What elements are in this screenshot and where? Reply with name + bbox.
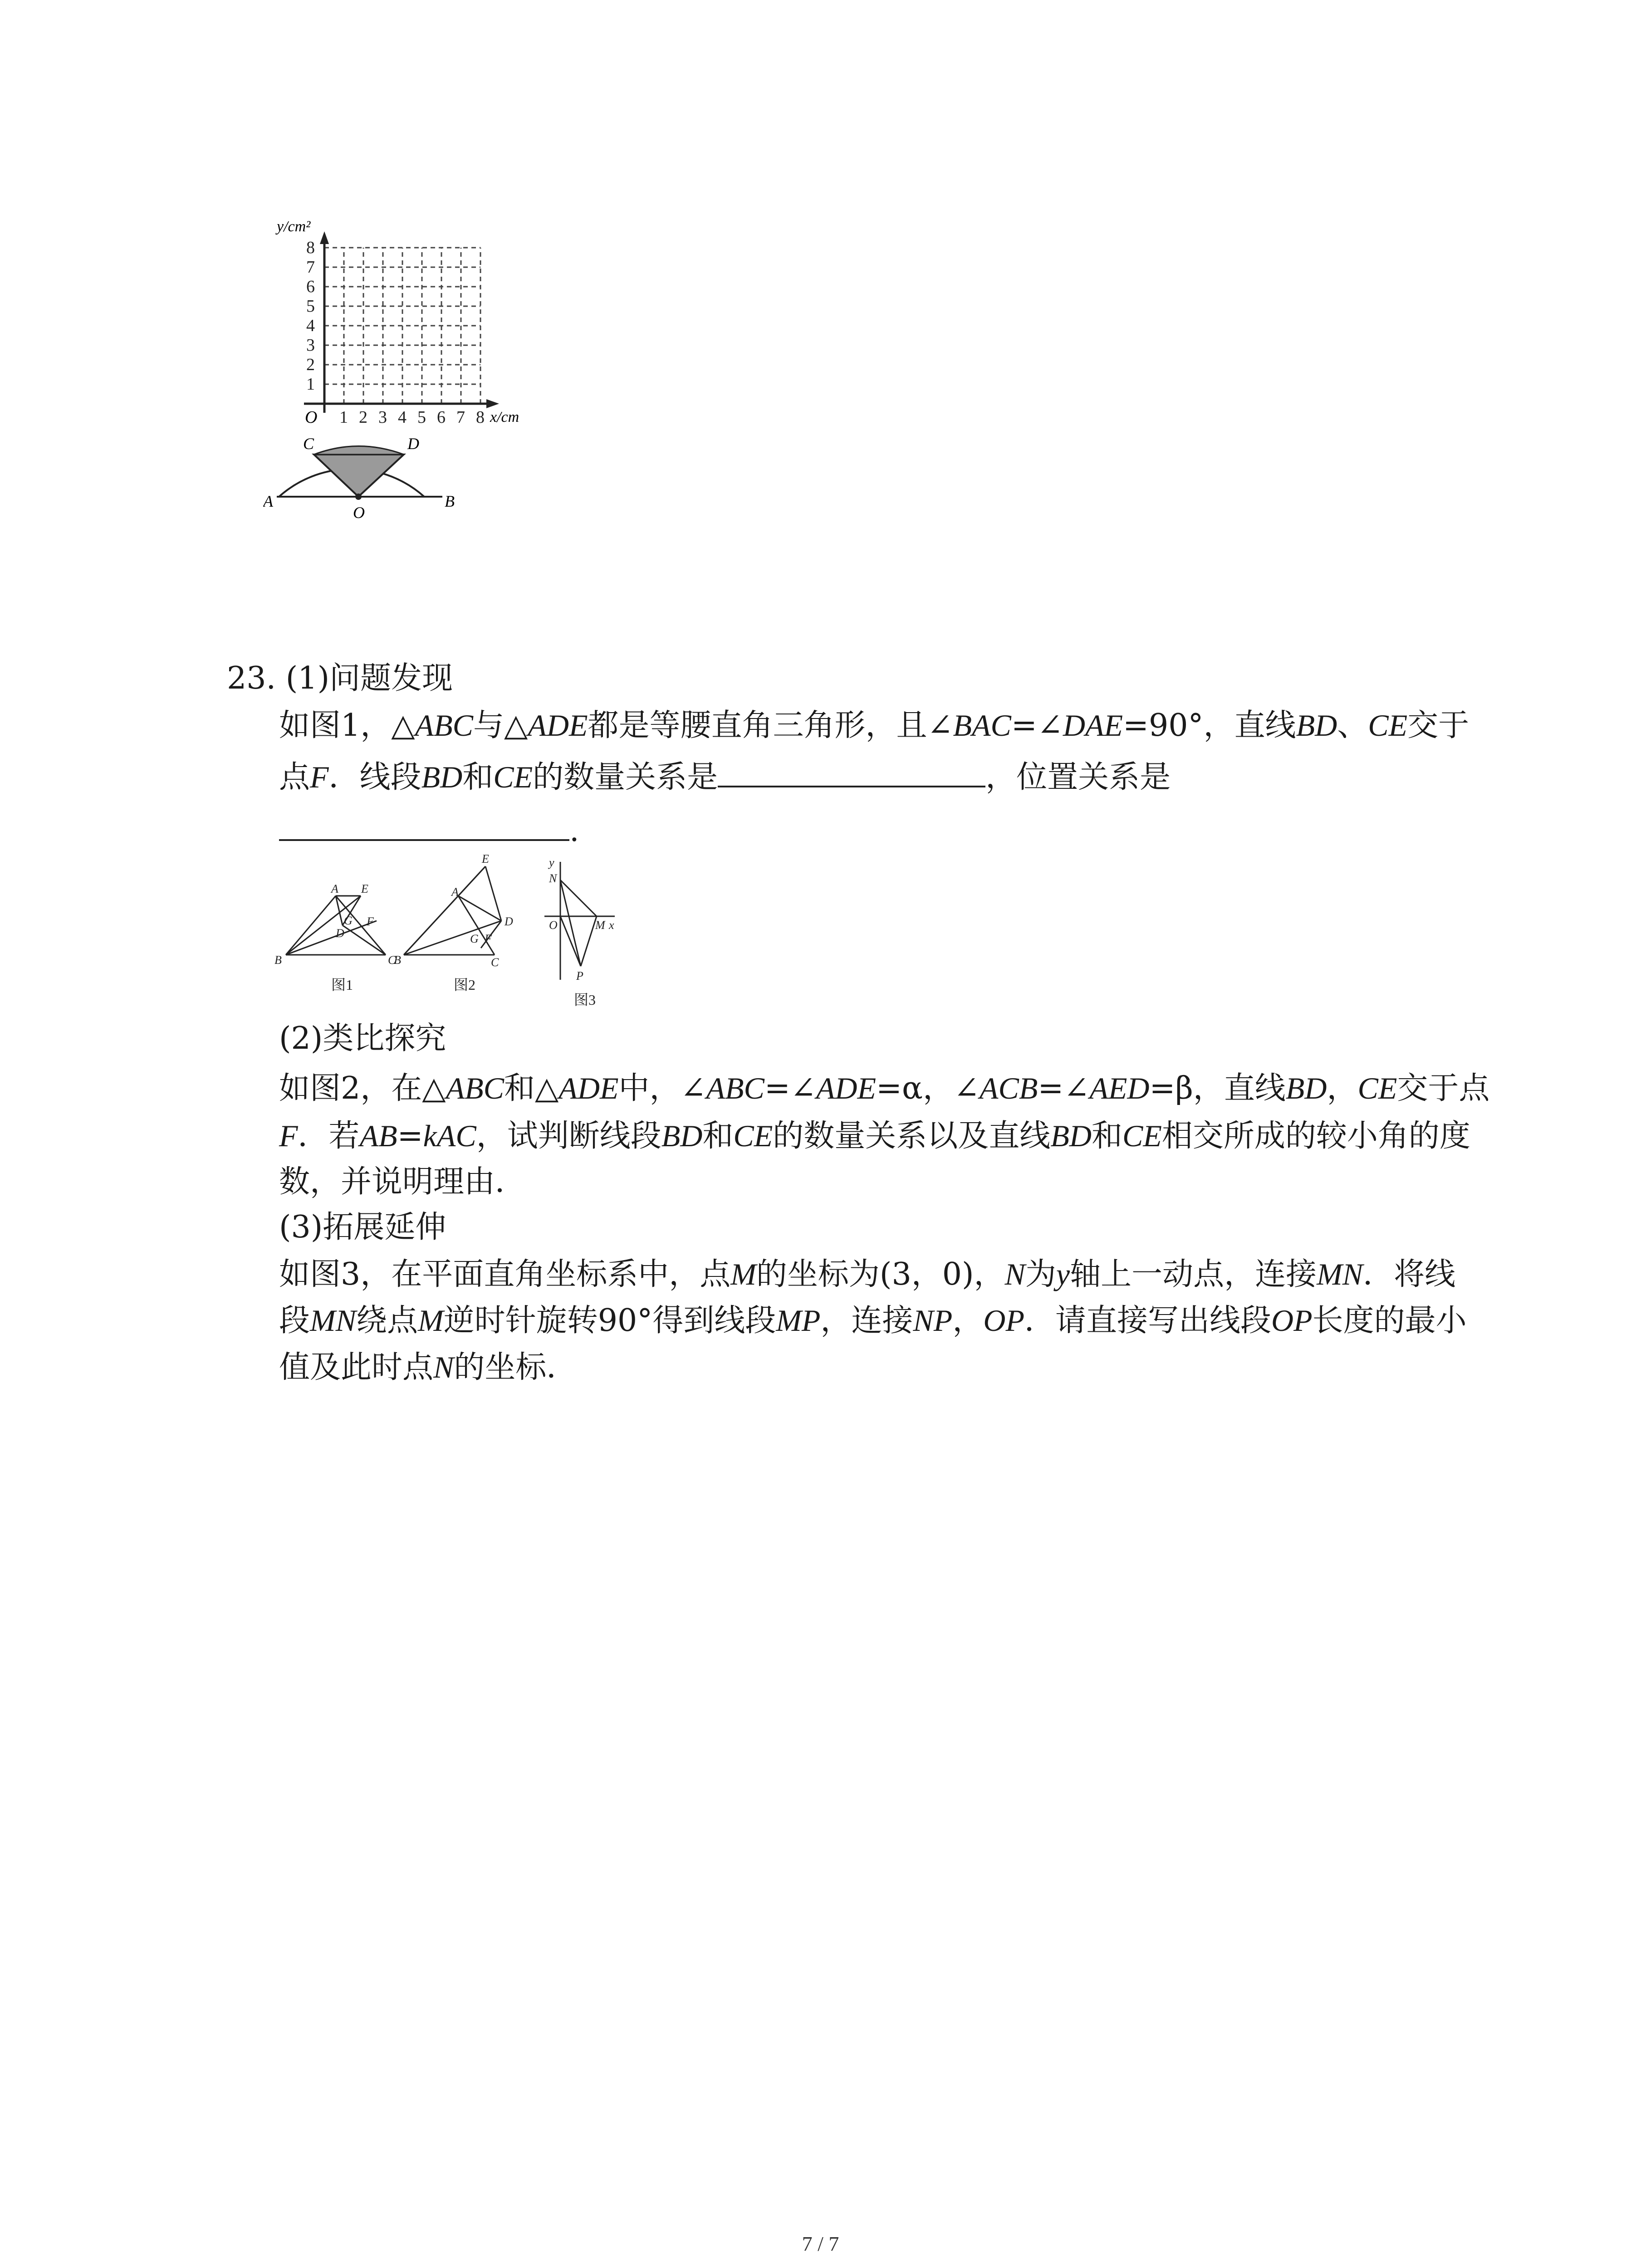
q23-part1-line1 (279, 710, 1469, 741)
page-number: 7 / 7 (802, 2232, 839, 2255)
text: 逆时针旋转90°得到线段 (443, 1303, 776, 1339)
x-tick-label: 6 (437, 408, 446, 427)
svg-text:F: F (485, 932, 492, 945)
answer-blank-quantity[interactable] (718, 758, 985, 787)
part1-title: (1)问题发现 (285, 660, 453, 696)
center-point-o (355, 494, 362, 500)
text: 的数量关系以及直线 (773, 1118, 1051, 1154)
text: 长度的最小 (1312, 1303, 1467, 1339)
point-label-d: D (407, 435, 419, 453)
math: ADE (816, 1071, 877, 1105)
text: =∠ (1011, 708, 1063, 743)
y-tick-label: 2 (306, 355, 315, 374)
text: ．请直接写出线段 (1024, 1303, 1272, 1339)
math: kAC (423, 1119, 476, 1153)
math: OP (1271, 1303, 1313, 1338)
math: ACB (979, 1071, 1038, 1105)
text: 段 (279, 1303, 310, 1339)
figure-1-caption: 图1 (331, 977, 353, 993)
math: F (310, 760, 329, 794)
area-graph-figure (263, 213, 554, 522)
text: =∠ (1038, 1070, 1090, 1106)
text: 和△ (504, 1070, 559, 1106)
text: 的数量关系是 (533, 759, 718, 795)
text: 都是等腰直角三角形，且∠ (588, 708, 953, 743)
text: 的坐标． (454, 1349, 578, 1385)
text: ．将线 (1363, 1256, 1456, 1292)
math: ABC (415, 708, 473, 743)
y-axis-label: y/cm² (277, 218, 311, 235)
svg-text:O: O (549, 919, 558, 932)
y-tick-label: 3 (306, 336, 315, 355)
svg-text:B: B (274, 953, 282, 967)
svg-text:G: G (470, 932, 479, 945)
x-tick-label: 7 (456, 408, 465, 427)
math: CE (1122, 1119, 1162, 1153)
x-tick-label: 2 (359, 408, 367, 427)
text: 如图2，在△ (279, 1070, 446, 1106)
q23-part1-line3 (279, 812, 579, 849)
text: 的坐标为(3，0)， (756, 1256, 1005, 1292)
text: 如图1，△ (279, 708, 415, 743)
text: =∠ (764, 1070, 816, 1106)
math: BD (1296, 708, 1337, 743)
semicircle-figure (263, 435, 455, 522)
math: CE (1368, 708, 1408, 743)
svg-text:x: x (609, 919, 614, 932)
q23-part3-line3 (279, 1349, 578, 1385)
text: 和 (1091, 1118, 1122, 1154)
math: AB (359, 1119, 397, 1153)
math: ADE (528, 708, 588, 743)
math: MP (776, 1303, 821, 1338)
text: ， (952, 1303, 984, 1339)
x-tick-label: 3 (378, 408, 387, 427)
text: =α，∠ (876, 1070, 980, 1106)
question-number: 23. (227, 660, 276, 696)
svg-text:E: E (482, 853, 489, 865)
q23-part3-line2 (279, 1303, 1467, 1339)
x-tick-label: 5 (417, 408, 426, 427)
y-tick-label: 1 (306, 375, 315, 394)
y-tick-label: 4 (306, 316, 315, 335)
text: 点 (279, 759, 310, 795)
q23-part1-title (227, 660, 453, 696)
math: AED (1089, 1071, 1150, 1105)
point-label-o: O (353, 503, 365, 522)
x-axis-label: x/cm (490, 409, 519, 425)
svg-text:E: E (361, 882, 368, 895)
text: 轴上一动点，连接 (1070, 1256, 1317, 1292)
svg-text:D: D (505, 915, 513, 928)
part2-title: (2)类比探究 (279, 1021, 446, 1056)
text: =β，直线 (1149, 1070, 1286, 1106)
text: 交于 (1407, 708, 1470, 743)
y-tick-label: 7 (306, 258, 315, 277)
svg-text:M: M (595, 919, 605, 932)
y-tick-label: 5 (306, 297, 315, 316)
math: y (1056, 1257, 1070, 1291)
q23-part2-line2 (279, 1120, 1470, 1152)
svg-text:A: A (451, 885, 459, 899)
svg-text:B: B (394, 953, 401, 967)
math: BD (661, 1119, 703, 1153)
text: 和 (702, 1118, 734, 1154)
math: N (1004, 1257, 1025, 1291)
math: M (730, 1257, 756, 1291)
svg-text:y: y (549, 856, 554, 869)
math: DAE (1063, 708, 1123, 743)
svg-text:C: C (491, 956, 499, 969)
text: 和 (462, 759, 494, 795)
svg-text:F: F (367, 915, 374, 928)
q23-part1-line2 (279, 758, 1171, 793)
origin-label: O (305, 408, 318, 427)
text: ， (1327, 1070, 1358, 1106)
text: = (397, 1118, 423, 1154)
y-tick-label: 8 (306, 238, 315, 257)
text: ，位置关系是 (985, 759, 1171, 795)
shaded-cap (314, 446, 404, 455)
math: BAC (953, 708, 1011, 743)
x-tick-label: 1 (339, 408, 348, 427)
text: 如图3，在平面直角坐标系中，点 (279, 1256, 731, 1292)
math: BD (1285, 1071, 1327, 1105)
figure-1-labels (274, 882, 396, 967)
x-tick-label: 8 (476, 408, 485, 427)
q23-part2-title (279, 1023, 446, 1054)
figure-2-caption: 图2 (454, 977, 476, 993)
x-tick-labels (339, 408, 485, 427)
q23-part2-line1 (279, 1070, 1490, 1106)
svg-text:D: D (336, 927, 344, 940)
q23-part3-line1 (279, 1256, 1456, 1292)
math: ABC (706, 1071, 764, 1105)
math: F (279, 1119, 298, 1153)
svg-text:A: A (331, 882, 338, 895)
text: 绕点 (356, 1303, 418, 1339)
part3-title: (3)拓展延伸 (279, 1209, 446, 1245)
svg-text:N: N (549, 872, 557, 885)
text: ．若 (298, 1118, 360, 1154)
text: 、 (1337, 708, 1368, 743)
q23-part3-title (279, 1209, 446, 1245)
text: 交于点 (1397, 1070, 1490, 1106)
math: CE (733, 1119, 773, 1153)
math: BD (421, 760, 463, 794)
text: 相交所成的较小角的度 (1161, 1118, 1470, 1154)
math: MN (1317, 1257, 1363, 1291)
svg-text:C: C (388, 953, 396, 967)
x-axis-arrow (486, 399, 499, 408)
text: 与△ (473, 708, 528, 743)
text: 为 (1025, 1256, 1056, 1292)
q23-part2-line3 (279, 1164, 526, 1200)
text: . (569, 813, 579, 849)
point-label-a: A (263, 492, 273, 510)
math: M (418, 1303, 444, 1338)
svg-text:P: P (576, 969, 583, 982)
text: ，连接 (820, 1303, 913, 1339)
math: CE (1357, 1071, 1397, 1105)
math: BD (1050, 1119, 1092, 1153)
math: NP (913, 1303, 953, 1338)
text: =90°，直线 (1123, 708, 1296, 743)
answer-blank-position[interactable] (279, 812, 569, 841)
text: 中，∠ (618, 1070, 706, 1106)
text: 值及此时点 (279, 1349, 434, 1385)
y-axis-arrow (320, 231, 329, 244)
math: ADE (558, 1071, 619, 1105)
math: OP (983, 1303, 1024, 1338)
math: MN (310, 1303, 357, 1338)
math: N (433, 1350, 454, 1384)
text: ．线段 (328, 759, 421, 795)
dashed-grid (324, 248, 480, 404)
math: CE (493, 760, 533, 794)
y-tick-labels (306, 238, 315, 394)
figure-3-caption: 图3 (574, 992, 596, 1008)
figures-1-3 (272, 853, 644, 1016)
svg-text:G: G (344, 914, 353, 927)
point-label-c: C (303, 435, 314, 453)
text: ，试判断线段 (476, 1118, 661, 1154)
y-tick-label: 6 (306, 277, 315, 296)
math: ABC (446, 1071, 504, 1105)
text: 数，并说明理由． (279, 1164, 526, 1200)
x-tick-label: 4 (398, 408, 407, 427)
point-label-b: B (445, 492, 455, 510)
